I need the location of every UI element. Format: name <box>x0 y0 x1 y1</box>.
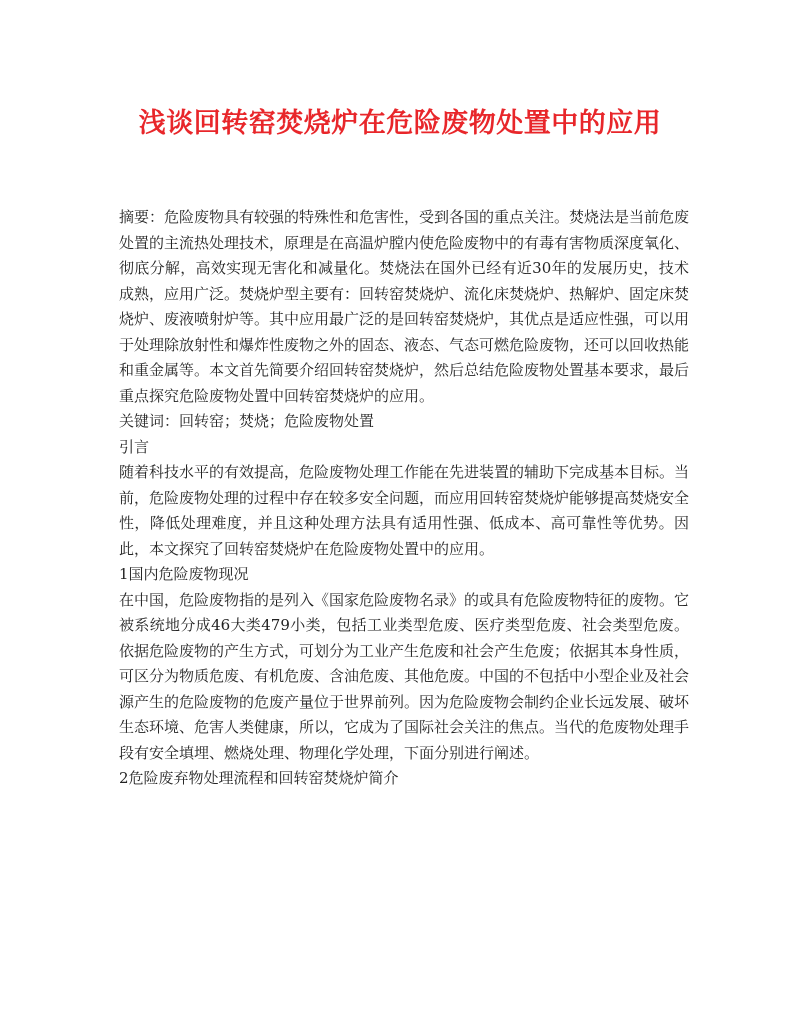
section-1-heading: 1国内危险废物现况 <box>119 565 249 583</box>
abstract-paragraph: 摘要：危险废物具有较强的特殊性和危害性，受到各国的重点关注。焚烧法是当前危废处置的主流热处理技术，原理是在高温炉膛内使危险废物中的有毒有害物质深度氧化、彻底分解，高效实现无害化和减量化。焚烧法在国外已经有近30年的发展历史，技术成熟，应用广泛。焚烧炉型主要有：回转窑焚烧炉、流化床焚烧炉、热解炉、固定床焚烧炉、废液喷射炉等。其中应用最广泛的是回转窑焚烧炉，其优点是适应性强，可以用于处理除放射性和爆炸性废物之外的固态、液态、气态可燃危险废物，还可以回收热能和重金属等。本文首先简要介绍回转窑焚烧炉，然后总结危险废物处置基本要求，最后重点探究危险废物处置中回转窑焚烧炉的应用。 <box>119 208 690 405</box>
document-title: 浅谈回转窑焚烧炉在危险废物处置中的应用 <box>138 108 662 139</box>
keywords-line: 关键词：回转窑；焚烧；危险废物处置 <box>119 412 375 430</box>
section-1-paragraph: 在中国，危险废物指的是列入《国家危险废物名录》的或具有危险废物特征的废物。它被系统地分成46大类479小类，包括工业类型危废、医疗类型危废、社会类型危废。依据危险废物的产生方式，可划分为工业产生危废和社会产生危废；依据其本身性质，可区分为物质危废、有机危废、含油危废、其他危废。中国的不包括中小型企业及社会源产生的危险废物的危废产量位于世界前列。因为危险废物会制约企业长远发展、破坏生态环境、危害人类健康，所以，它成为了国际社会关注的焦点。当代的危废物处理手段有安全填埋、燃烧处理、物理化学处理，下面分别进行阐述。 <box>119 590 690 762</box>
document-body <box>119 205 689 792</box>
intro-paragraph: 随着科技水平的有效提高，危险废物处理工作能在先进装置的辅助下完成基本目标。当前，危险废物处理的过程中存在较多安全问题，而应用回转窑焚烧炉能够提高焚烧安全性，降低处理难度，并且这种处理方法具有适用性强、低成本、高可靠性等优势。因此，本文探究了回转窑焚烧炉在危险废物处置中的应用。 <box>119 463 690 558</box>
intro-heading: 引言 <box>119 437 150 456</box>
section-2-heading: 2危险废弃物处理流程和回转窑焚烧炉简介 <box>119 769 399 787</box>
